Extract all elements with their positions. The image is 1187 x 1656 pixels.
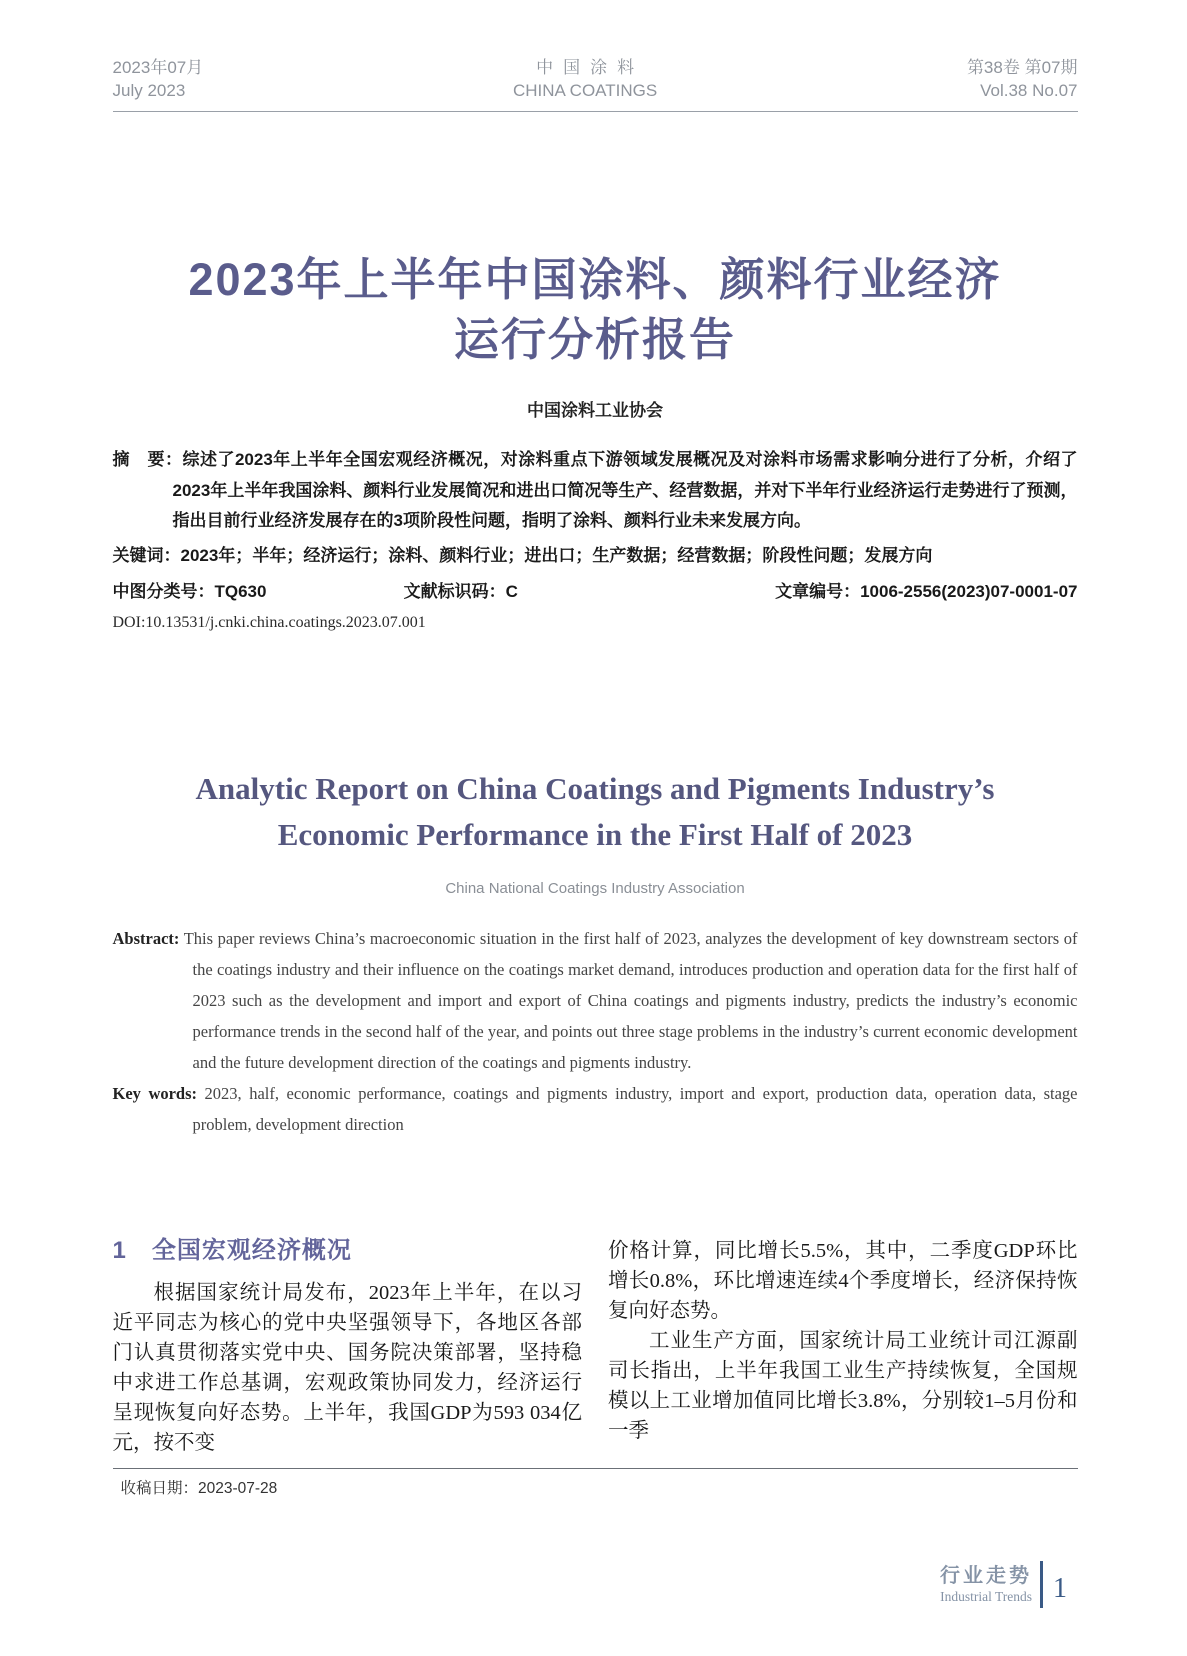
footer-section-labels bbox=[940, 1564, 1032, 1606]
footer-section-en: Industrial Trends bbox=[940, 1588, 1032, 1604]
page-content bbox=[110, 56, 1078, 1498]
article-title-zh-line2: 运行分析报告 bbox=[453, 314, 736, 365]
abstract-zh-label: 摘 要： bbox=[112, 450, 183, 469]
article-id-label: 文章编号： bbox=[775, 581, 861, 601]
abstract-en bbox=[113, 923, 1078, 1078]
body-paragraph-right-1: 价格计算，同比增长5.5%，其中，二季度GDP环比增长0.8%，环比增速连续4个季度增长，经济保持恢复向好态势。 bbox=[608, 1239, 1078, 1322]
author-en: China National Coatings Industry Association bbox=[445, 879, 745, 897]
column-right bbox=[608, 1236, 1078, 1458]
doc-code-value: C bbox=[505, 581, 518, 601]
section-1-heading bbox=[113, 1236, 583, 1266]
section-1-title: 全国宏观经济概况 bbox=[151, 1236, 352, 1264]
issue-date-zh: 2023年07月 bbox=[112, 58, 204, 77]
clc-item bbox=[113, 578, 267, 606]
body-paragraph-right-2: 工业生产方面，国家统计局工业统计司江源副司长指出，上半年我国工业生产持续恢复，全国规模以上工业增加值同比增长3.8%，分别较1–5月份和一季 bbox=[608, 1329, 1078, 1442]
article-id-item bbox=[775, 578, 1077, 606]
clc-label: 中图分类号： bbox=[112, 581, 215, 601]
journal-name-zh: 中国涂料 bbox=[536, 58, 645, 77]
article-title-en-line1: Analytic Report on China Coatings and Pigments Industry’s bbox=[195, 770, 995, 806]
journal-name-en: CHINA COATINGS bbox=[512, 81, 658, 100]
footer-divider-bar bbox=[1040, 1561, 1043, 1608]
article-id-value: 1006-2556(2023)07-0001-07 bbox=[860, 581, 1078, 601]
footnote-rule bbox=[113, 1468, 1078, 1498]
received-date: 收稿日期：2023-07-28 bbox=[120, 1479, 278, 1497]
doi: DOI:10.13531/j.cnki.china.coatings.2023.07.001 bbox=[112, 613, 426, 631]
keywords-en-label: Key words: bbox=[112, 1083, 198, 1103]
keywords-zh-text: 2023年；半年；经济运行；涂料、颜料行业；进出口；生产数据；经营数据；阶段性问题；发展方向 bbox=[180, 545, 933, 565]
article-title-zh bbox=[113, 250, 1078, 370]
footer-section-zh: 行业走势 bbox=[940, 1564, 1032, 1587]
two-column-body bbox=[113, 1236, 1078, 1458]
body-paragraph-left: 根据国家统计局发布，2023年上半年，在以习近平同志为核心的党中央坚强领导下，各地区各部门认真贯彻落实党中央、国务院决策部署，坚持稳中求进工作总基调，宏观政策协同发力，经济运行呈现恢复向好态势。上半年，我国GDP为593 034亿元，按不变 bbox=[112, 1281, 582, 1454]
author-zh: 中国涂料工业协会 bbox=[527, 401, 663, 420]
volume-zh: 第38卷 第07期 bbox=[966, 58, 1078, 77]
journal-page bbox=[0, 56, 1187, 1656]
volume-en: Vol.38 No.07 bbox=[980, 81, 1078, 100]
section-1 bbox=[113, 1236, 1078, 1498]
abstract-zh-text: 综述了2023年上半年全国宏观经济概况，对涂料重点下游领域发展概况及对涂料市场需求影响分进行了分析，介绍了2023年上半年我国涂料、颜料行业发展简况和进出口简况等生产、经营数据，并对下半年行业经济运行走势进行了预测，指出目前行业经济发展存在的3项阶段性问题，指明了涂料、颜料行业未来发展方向。 bbox=[172, 450, 1078, 530]
journal-header bbox=[113, 56, 1078, 112]
classification-row bbox=[113, 578, 1078, 606]
issue-date-en: July 2023 bbox=[112, 81, 186, 100]
abstract-en-text: This paper reviews China’s macroeconomic situation in the first half of 2023, analyzes the development of key downstream sectors of the coatings industry and their influence on the coatings market demand, introduces production and operation data for the first half of 2023 such as the development and import and export of China coatings and pigments industry, predicts the industry’s economic performance trends in the second half of the year, and points out three stage problems in the industry’s current economic development and the future development direction of the coatings and pigments industry. bbox=[179, 928, 1078, 1072]
header-issue-date bbox=[113, 56, 204, 102]
section-1-number: 1 bbox=[112, 1236, 126, 1264]
keywords-en-text: 2023, half, economic performance, coatings and pigments industry, import and export, production data, operation data, stage problem, development direction bbox=[192, 1083, 1078, 1134]
doc-code-item bbox=[404, 578, 518, 606]
keywords-zh bbox=[113, 541, 1078, 571]
article-title-zh-line1: 2023年上半年中国涂料、颜料行业经济 bbox=[188, 254, 1002, 305]
header-volume-info bbox=[967, 56, 1078, 102]
page-number: 1 bbox=[1053, 1572, 1067, 1604]
doc-code-label: 文献标识码： bbox=[403, 581, 506, 601]
abstract-en-label: Abstract: bbox=[112, 928, 180, 948]
header-journal-name bbox=[513, 56, 657, 102]
clc-value: TQ630 bbox=[214, 581, 267, 601]
keywords-zh-label: 关键词： bbox=[112, 545, 181, 565]
article-title-en-line2: Economic Performance in the First Half of 2023 bbox=[277, 816, 913, 852]
column-left bbox=[113, 1236, 583, 1458]
article-title-en bbox=[113, 766, 1078, 858]
page-footer bbox=[940, 1561, 1067, 1608]
abstract-zh bbox=[113, 445, 1078, 537]
keywords-en bbox=[113, 1078, 1078, 1140]
